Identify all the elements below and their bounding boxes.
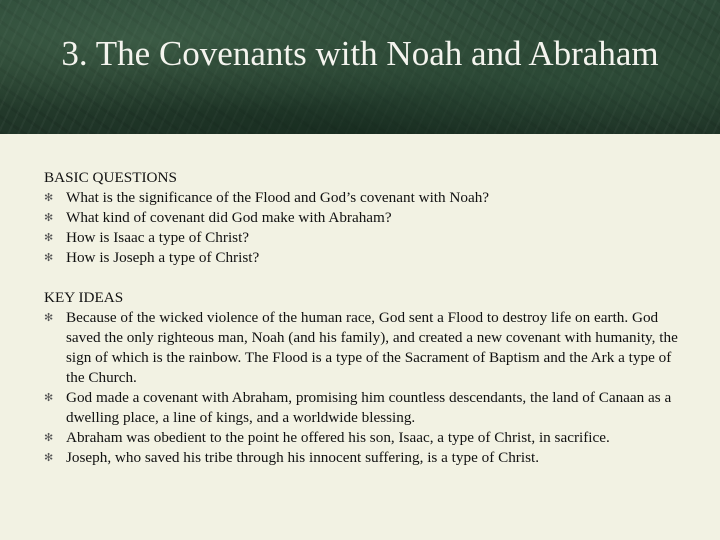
list-item — [44, 388, 684, 428]
asterisk-bullet-icon: ✻ — [44, 212, 54, 224]
key-ideas-heading: KEY IDEAS — [44, 289, 124, 306]
slide-body — [44, 168, 684, 468]
asterisk-bullet-icon: ✻ — [44, 452, 54, 464]
list-item-text: How is Isaac a type of Christ? — [66, 229, 250, 246]
slide-title: 3. The Covenants with Noah and Abraham — [61, 34, 659, 73]
asterisk-bullet-icon: ✻ — [44, 192, 54, 204]
asterisk-bullet-icon: ✻ — [44, 312, 54, 324]
asterisk-bullet-icon: ✻ — [44, 252, 54, 264]
list-item-text: God made a covenant with Abraham, promising him countless descendants, the land of Canaan as a dwelling place, a line of kings, and a worldwide blessing. — [66, 389, 672, 426]
list-item — [44, 248, 684, 268]
list-item — [44, 228, 684, 248]
list-item-text: Because of the wicked violence of the human race, God sent a Flood to destroy life on earth. God saved the only righteous man, Noah (and his family), and created a new covenant with humanity, the sign of which is the rainbow. The Flood is a type of the Sacrament of Baptism and the Ark a type of the Church. — [66, 309, 678, 386]
list-item-text: What kind of covenant did God make with Abraham? — [66, 209, 392, 226]
key-ideas-list — [44, 308, 684, 468]
list-item-text: Joseph, who saved his tribe through his innocent suffering, is a type of Christ. — [66, 449, 539, 466]
title-banner — [0, 0, 720, 134]
section-spacer — [44, 268, 684, 288]
asterisk-bullet-icon: ✻ — [44, 432, 54, 444]
list-item — [44, 308, 684, 388]
basic-questions-list — [44, 188, 684, 268]
list-item — [44, 188, 684, 208]
list-item — [44, 428, 684, 448]
list-item-text: What is the significance of the Flood and God’s covenant with Noah? — [66, 189, 490, 206]
list-item — [44, 448, 684, 468]
list-item-text: How is Joseph a type of Christ? — [66, 249, 260, 266]
list-item — [44, 208, 684, 228]
list-item-text: Abraham was obedient to the point he offered his son, Isaac, a type of Christ, in sacrifice. — [66, 429, 610, 446]
basic-questions-heading: BASIC QUESTIONS — [44, 169, 177, 186]
asterisk-bullet-icon: ✻ — [44, 392, 54, 404]
asterisk-bullet-icon: ✻ — [44, 232, 54, 244]
